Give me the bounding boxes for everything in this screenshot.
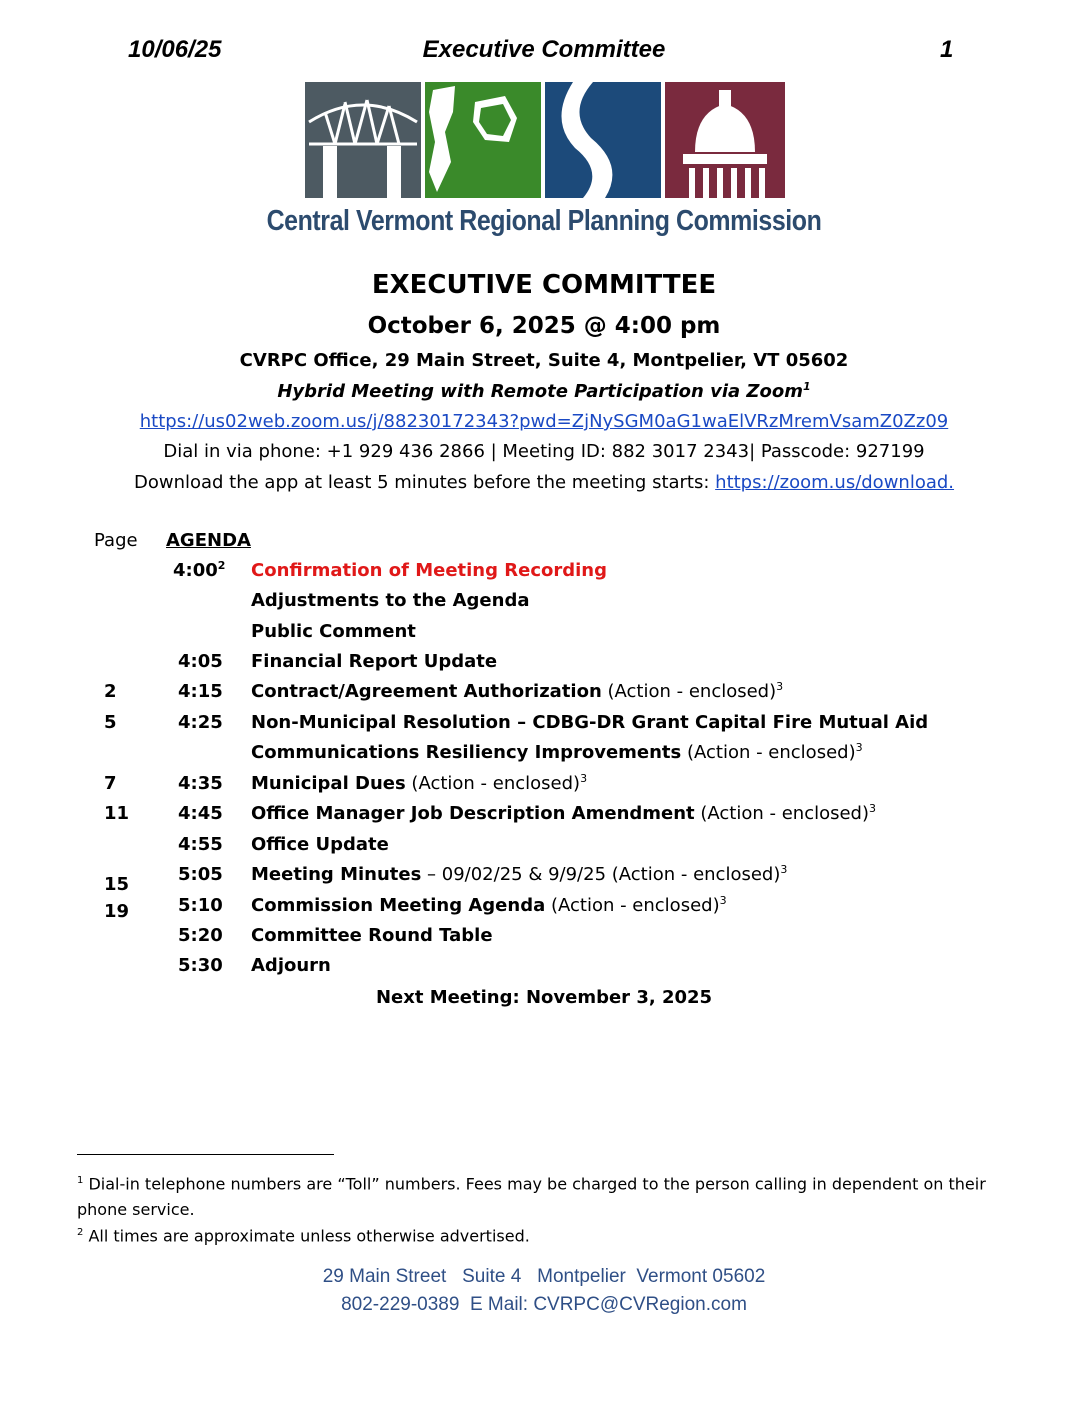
- agenda-action-note: (Action - enclosed): [545, 895, 720, 916]
- page-column-label: Page: [94, 530, 138, 551]
- agenda-title: [251, 834, 389, 855]
- agenda-title-text: Commission Meeting Agenda: [251, 895, 546, 916]
- logo-wordmark: Central Vermont Regional Planning Commission: [266, 205, 822, 237]
- agenda-item: [0, 681, 1088, 711]
- cvrpc-logo-graphic: [305, 82, 785, 198]
- agenda-item: [0, 803, 1088, 833]
- next-meeting: Next Meeting: November 3, 2025: [375, 987, 713, 1008]
- agenda-title: [251, 803, 876, 824]
- download-line: [0, 472, 1088, 493]
- agenda-time: 4:55: [178, 834, 223, 855]
- agenda-page: 5: [104, 712, 117, 733]
- footnote-ref-3: 3: [719, 894, 727, 907]
- hybrid-meeting-note: [0, 380, 1088, 402]
- agenda-time: 5:05: [178, 864, 223, 885]
- footer-contact: 802-229-0389 E Mail: CVRPC@CVRegion.com: [341, 1294, 747, 1315]
- header-page-number: 1: [940, 36, 954, 63]
- agenda-heading: AGENDA: [166, 530, 251, 551]
- agenda-title-text: Office Manager Job Description Amendment: [251, 803, 695, 824]
- meeting-title: EXECUTIVE COMMITTEE: [371, 270, 717, 300]
- footnote-ref-3: 3: [869, 802, 877, 815]
- agenda-time: 4:15: [178, 681, 223, 702]
- header-title: Executive Committee: [422, 36, 666, 63]
- agenda-time: 4:35: [178, 773, 223, 794]
- agenda-action-note: – 09/02/25 & 9/9/25 (Action - enclosed): [421, 864, 781, 885]
- agenda-item: [0, 895, 1088, 925]
- agenda-page: 15: [104, 874, 130, 895]
- agenda-item: [0, 742, 1088, 772]
- agenda-item: [0, 834, 1088, 864]
- agenda-title-text: Contract/Agreement Authorization: [251, 681, 602, 702]
- agenda-title: [251, 925, 493, 946]
- footnote-text: All times are approximate unless otherwise advertised.: [83, 1226, 530, 1246]
- agenda-title-text: Financial Report Update: [251, 651, 498, 672]
- agenda-item: [0, 712, 1088, 742]
- agenda-title: [251, 590, 529, 611]
- agenda-item: [0, 773, 1088, 803]
- agenda-item: [0, 864, 1088, 894]
- footnote-divider: [77, 1154, 334, 1155]
- footer-address: 29 Main Street Suite 4 Montpelier Vermont 05602: [322, 1266, 766, 1287]
- dial-in-info: Dial in via phone: +1 929 436 2866 | Meeting ID: 882 3017 2343| Passcode: 927199: [163, 441, 925, 462]
- agenda-item: [0, 925, 1088, 955]
- footnote-ref-3: 3: [780, 863, 788, 876]
- footnote-number: 1: [77, 1175, 84, 1186]
- agenda-title-text: Communications Resiliency Improvements: [251, 742, 682, 763]
- meeting-location: CVRPC Office, 29 Main Street, Suite 4, Montpelier, VT 05602: [239, 350, 849, 371]
- agenda-title-text: Adjustments to the Agenda: [251, 590, 530, 611]
- zoom-meeting-link[interactable]: https://us02web.zoom.us/j/88230172343?pwd=ZjNySGM0aG1waElVRzMremVsamZ0Zz09: [139, 411, 949, 432]
- agenda-action-note: (Action - enclosed): [405, 773, 581, 794]
- zoom-download-link[interactable]: https://zoom.us/download.: [715, 472, 955, 493]
- agenda-title-text: Public Comment: [251, 621, 416, 642]
- footnote-1: [77, 1168, 1007, 1223]
- agenda-time: [173, 560, 225, 581]
- agenda-time: 5:10: [178, 895, 223, 916]
- agenda-item: [0, 621, 1088, 651]
- agenda-time-value: 4:00: [173, 560, 218, 581]
- agenda-title: [251, 712, 928, 733]
- agenda-title: Confirmation of Meeting Recording: [251, 560, 608, 581]
- meeting-date: October 6, 2025 @ 4:00 pm: [367, 313, 721, 339]
- agenda-time: 4:05: [178, 651, 223, 672]
- agenda-title-text: Office Update: [251, 834, 389, 855]
- agenda-title-text: Committee Round Table: [251, 925, 493, 946]
- agenda-time: 5:30: [178, 955, 223, 976]
- footnote-number: 2: [77, 1227, 84, 1238]
- agenda-action-note: (Action - enclosed): [601, 681, 777, 702]
- footnote-ref-3: 3: [776, 680, 784, 693]
- footnote-text: Dial-in telephone numbers are “Toll” numbers. Fees may be charged to the person calling in dependent on their phone service.: [77, 1174, 986, 1220]
- agenda-title: [251, 742, 863, 763]
- agenda-title: [251, 955, 331, 976]
- agenda-title-text: Meeting Minutes: [251, 864, 422, 885]
- agenda-title-text: Non-Municipal Resolution – CDBG-DR Grant Capital Fire Mutual Aid: [251, 712, 929, 733]
- agenda-title: [251, 681, 783, 702]
- footnote-2: [77, 1220, 1007, 1249]
- header-date: 10/06/25: [128, 36, 222, 63]
- footnote-ref-3: 3: [855, 741, 863, 754]
- agenda-page: 2: [104, 681, 117, 702]
- download-text: Download the app at least 5 minutes before the meeting starts:: [133, 472, 716, 493]
- agenda-title-text: Municipal Dues: [251, 773, 406, 794]
- agenda-time: 4:25: [178, 712, 223, 733]
- agenda-time: 5:20: [178, 925, 223, 946]
- agenda-page: 7: [104, 773, 117, 794]
- agenda-action-note: (Action - enclosed): [681, 742, 856, 763]
- agenda-time: 4:45: [178, 803, 223, 824]
- agenda-item: [0, 651, 1088, 681]
- agenda-action-note: (Action - enclosed): [694, 803, 870, 824]
- footnote-ref-3: 3: [580, 772, 588, 785]
- agenda-title: [251, 621, 416, 642]
- agenda-item: [0, 955, 1088, 985]
- agenda-title: [251, 651, 497, 672]
- zoom-link-line: [0, 411, 1088, 432]
- footnote-ref-1: 1: [802, 380, 811, 393]
- agenda-title-text: Adjourn: [251, 955, 331, 976]
- footnote-ref-2: 2: [217, 559, 226, 572]
- agenda-page: 19: [104, 901, 130, 922]
- agenda-page: 11: [104, 803, 130, 824]
- agenda-item: [0, 590, 1088, 620]
- agenda-title: [251, 895, 727, 916]
- agenda-title: [251, 773, 587, 794]
- hybrid-text: Hybrid Meeting with Remote Participation via Zoom: [277, 381, 803, 402]
- agenda-title: [251, 864, 787, 885]
- agenda-item: [0, 560, 1088, 590]
